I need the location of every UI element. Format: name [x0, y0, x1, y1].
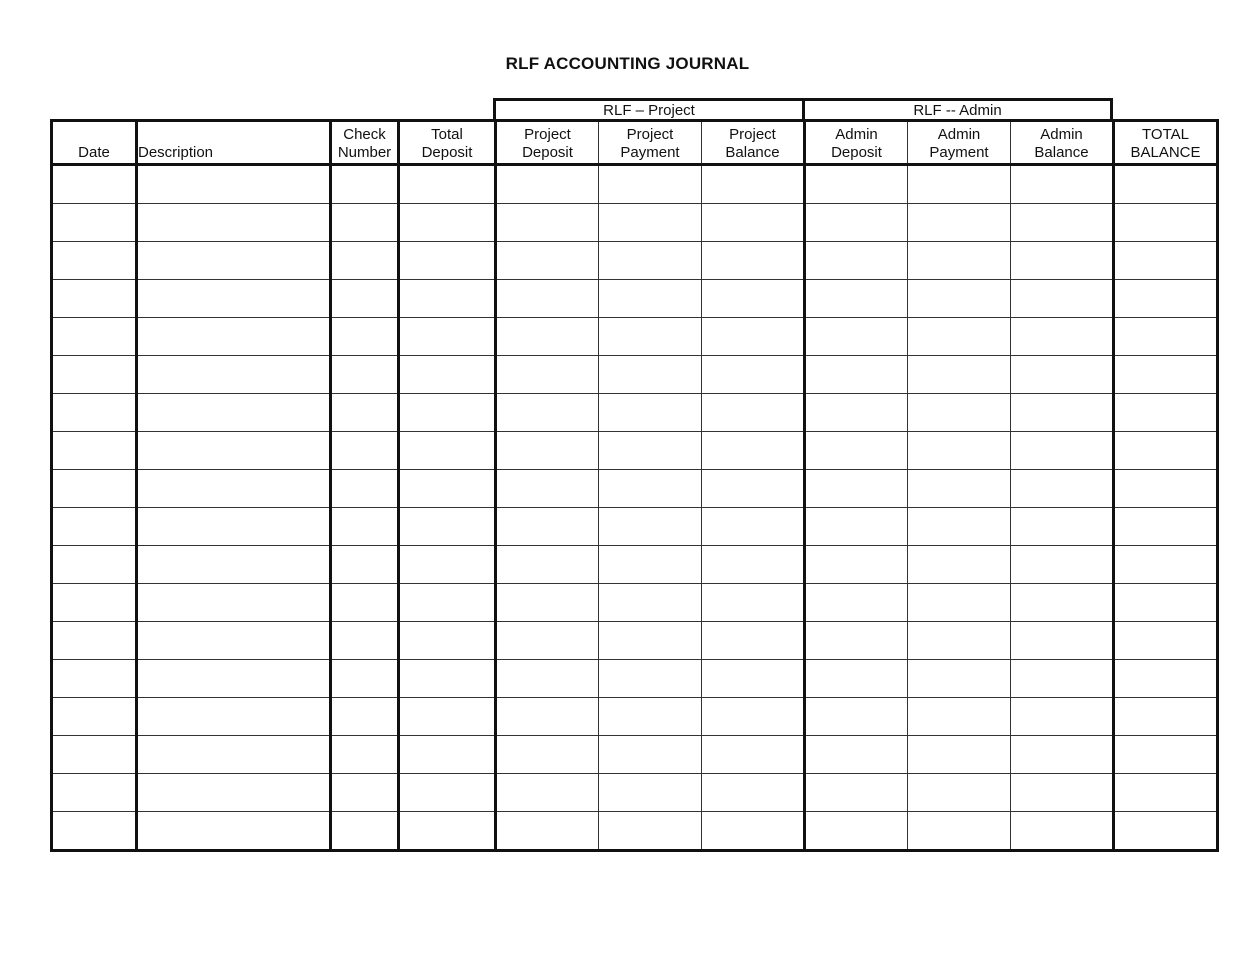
journal-cell[interactable]	[331, 812, 399, 851]
group-header-project: RLF – Project	[493, 98, 805, 120]
journal-cell[interactable]	[496, 394, 599, 432]
journal-cell[interactable]	[331, 660, 399, 698]
journal-cell[interactable]	[599, 280, 702, 318]
journal-cell[interactable]	[1011, 204, 1114, 242]
journal-cell[interactable]	[331, 622, 399, 660]
journal-cell[interactable]	[599, 546, 702, 584]
journal-cell[interactable]	[908, 660, 1011, 698]
journal-cell[interactable]	[599, 812, 702, 851]
journal-cell[interactable]	[399, 470, 496, 508]
table-row	[52, 698, 1218, 736]
journal-cell[interactable]	[137, 698, 331, 736]
journal-cell[interactable]	[331, 204, 399, 242]
journal-cell[interactable]	[702, 432, 805, 470]
journal-cell[interactable]	[496, 204, 599, 242]
journal-cell[interactable]	[331, 508, 399, 546]
journal-cell[interactable]	[52, 432, 137, 470]
journal-cell[interactable]	[52, 546, 137, 584]
journal-cell[interactable]	[52, 242, 137, 280]
journal-cell[interactable]	[805, 546, 908, 584]
journal-cell[interactable]	[331, 318, 399, 356]
journal-cell[interactable]	[137, 204, 331, 242]
journal-cell[interactable]	[599, 394, 702, 432]
journal-cell[interactable]	[399, 432, 496, 470]
journal-cell[interactable]	[1114, 546, 1218, 584]
journal-cell[interactable]	[1114, 660, 1218, 698]
col-header-admin-balance	[1011, 121, 1114, 165]
journal-cell[interactable]	[805, 204, 908, 242]
journal-cell[interactable]	[908, 470, 1011, 508]
journal-cell[interactable]	[702, 470, 805, 508]
journal-cell[interactable]	[599, 165, 702, 204]
journal-cell[interactable]	[1011, 660, 1114, 698]
col-header-line2: Deposit	[831, 144, 882, 161]
journal-cell[interactable]	[399, 698, 496, 736]
journal-cell[interactable]	[599, 584, 702, 622]
journal-cell[interactable]	[702, 204, 805, 242]
journal-cell[interactable]	[137, 242, 331, 280]
journal-cell[interactable]	[52, 470, 137, 508]
journal-cell[interactable]	[52, 812, 137, 851]
journal-cell[interactable]	[599, 660, 702, 698]
journal-cell[interactable]	[496, 242, 599, 280]
table-row	[52, 165, 1218, 204]
journal-cell[interactable]	[805, 356, 908, 394]
journal-cell[interactable]	[137, 356, 331, 394]
journal-cell[interactable]	[137, 774, 331, 812]
journal-cell[interactable]	[908, 812, 1011, 851]
journal-cell[interactable]	[599, 242, 702, 280]
journal-body	[52, 165, 1218, 851]
journal-cell[interactable]	[805, 660, 908, 698]
table-row	[52, 470, 1218, 508]
journal-cell[interactable]	[1114, 394, 1218, 432]
journal-cell[interactable]	[331, 165, 399, 204]
journal-cell[interactable]	[599, 318, 702, 356]
col-header-project-payment	[599, 121, 702, 165]
journal-cell[interactable]	[52, 660, 137, 698]
journal-cell[interactable]	[599, 622, 702, 660]
table-row	[52, 242, 1218, 280]
table-row	[52, 660, 1218, 698]
journal-cell[interactable]	[399, 584, 496, 622]
journal-cell[interactable]	[908, 394, 1011, 432]
page-title: RLF ACCOUNTING JOURNAL	[505, 54, 750, 73]
journal-cell[interactable]	[1011, 622, 1114, 660]
journal-cell[interactable]	[1011, 774, 1114, 812]
journal-cell[interactable]	[599, 774, 702, 812]
journal-cell[interactable]	[702, 736, 805, 774]
journal-cell[interactable]	[702, 584, 805, 622]
col-header-total-balance	[1114, 121, 1218, 165]
journal-cell[interactable]	[908, 736, 1011, 774]
journal-cell[interactable]	[1114, 242, 1218, 280]
journal-cell[interactable]	[1011, 584, 1114, 622]
journal-cell[interactable]	[1114, 432, 1218, 470]
journal-cell[interactable]	[399, 356, 496, 394]
journal-cell[interactable]	[908, 584, 1011, 622]
table-row	[52, 546, 1218, 584]
col-header-project-deposit	[496, 121, 599, 165]
col-header-line2: Balance	[725, 144, 780, 161]
col-header-admin-deposit	[805, 121, 908, 165]
journal-cell[interactable]	[1011, 698, 1114, 736]
journal-cell[interactable]	[137, 508, 331, 546]
journal-cell[interactable]	[1011, 356, 1114, 394]
journal-cell[interactable]	[1011, 736, 1114, 774]
col-header-date	[52, 121, 137, 165]
journal-cell[interactable]	[805, 812, 908, 851]
journal-cell[interactable]	[496, 698, 599, 736]
journal-cell[interactable]	[1114, 280, 1218, 318]
journal-cell[interactable]	[908, 546, 1011, 584]
journal-cell[interactable]	[496, 318, 599, 356]
col-header-line1: Project	[626, 126, 674, 143]
journal-cell[interactable]	[399, 165, 496, 204]
journal-cell[interactable]	[702, 622, 805, 660]
journal-cell[interactable]	[599, 356, 702, 394]
col-header-line1: Project	[729, 126, 776, 143]
journal-cell[interactable]	[805, 736, 908, 774]
journal-cell[interactable]	[137, 736, 331, 774]
journal-cell[interactable]	[1011, 394, 1114, 432]
journal-cell[interactable]	[1114, 318, 1218, 356]
journal-cell[interactable]	[52, 508, 137, 546]
journal-cell[interactable]	[908, 774, 1011, 812]
col-header-line2: Balance	[1034, 144, 1089, 161]
journal-cell[interactable]	[805, 698, 908, 736]
journal-cell[interactable]	[52, 622, 137, 660]
col-header-line1: Admin	[835, 126, 878, 143]
journal-cell[interactable]	[52, 698, 137, 736]
journal-cell[interactable]	[331, 698, 399, 736]
journal-cell[interactable]	[702, 812, 805, 851]
col-header-line2: Deposit	[421, 144, 473, 161]
journal-cell[interactable]	[399, 774, 496, 812]
journal-cell[interactable]	[1114, 356, 1218, 394]
journal-cell[interactable]	[805, 280, 908, 318]
col-header-check-number	[331, 121, 399, 165]
col-header-line1: Project	[524, 126, 571, 143]
journal-cell[interactable]	[805, 394, 908, 432]
journal-cell[interactable]	[137, 584, 331, 622]
journal-cell[interactable]	[496, 280, 599, 318]
journal-cell[interactable]	[496, 470, 599, 508]
journal-cell[interactable]	[399, 622, 496, 660]
journal-cell[interactable]	[137, 280, 331, 318]
journal-cell[interactable]	[599, 204, 702, 242]
journal-cell[interactable]	[52, 584, 137, 622]
journal-cell[interactable]	[599, 736, 702, 774]
journal-cell[interactable]	[496, 546, 599, 584]
journal-cell[interactable]	[702, 394, 805, 432]
col-header-line1: Total	[431, 126, 463, 143]
journal-cell[interactable]	[137, 432, 331, 470]
journal-cell[interactable]	[1114, 584, 1218, 622]
journal-cell[interactable]	[496, 508, 599, 546]
journal-cell[interactable]	[805, 165, 908, 204]
journal-cell[interactable]	[331, 242, 399, 280]
journal-cell[interactable]	[399, 394, 496, 432]
table-row	[52, 318, 1218, 356]
journal-cell[interactable]	[496, 584, 599, 622]
journal-cell[interactable]	[496, 736, 599, 774]
journal-cell[interactable]	[399, 508, 496, 546]
journal-cell[interactable]	[805, 242, 908, 280]
journal-cell[interactable]	[702, 546, 805, 584]
col-header-line1: Check	[343, 126, 386, 143]
journal-cell[interactable]	[399, 204, 496, 242]
journal-cell[interactable]	[137, 165, 331, 204]
journal-cell[interactable]	[908, 508, 1011, 546]
journal-cell[interactable]	[331, 356, 399, 394]
col-header-description	[137, 121, 331, 165]
table-row	[52, 774, 1218, 812]
journal-cell[interactable]	[399, 280, 496, 318]
col-header-line1: Admin	[937, 126, 981, 143]
journal-cell[interactable]	[331, 432, 399, 470]
journal-cell[interactable]	[137, 318, 331, 356]
journal-cell[interactable]	[496, 812, 599, 851]
journal-cell[interactable]	[1011, 470, 1114, 508]
journal-cell[interactable]	[908, 698, 1011, 736]
journal-cell[interactable]	[1114, 774, 1218, 812]
table-row	[52, 280, 1218, 318]
journal-cell[interactable]	[496, 660, 599, 698]
header-row	[52, 121, 1218, 165]
journal-cell[interactable]	[137, 660, 331, 698]
journal-cell[interactable]	[137, 470, 331, 508]
journal-cell[interactable]	[908, 204, 1011, 242]
journal-cell[interactable]	[805, 774, 908, 812]
journal-cell[interactable]	[1011, 280, 1114, 318]
group-header-admin: RLF -- Admin	[802, 98, 1113, 120]
table-row	[52, 204, 1218, 242]
journal-cell[interactable]	[331, 736, 399, 774]
journal-cell[interactable]	[908, 165, 1011, 204]
journal-cell[interactable]	[805, 508, 908, 546]
journal-cell[interactable]	[702, 508, 805, 546]
journal-cell[interactable]	[908, 280, 1011, 318]
journal-cell[interactable]	[599, 698, 702, 736]
journal-cell[interactable]	[908, 622, 1011, 660]
journal-cell[interactable]	[331, 584, 399, 622]
table-row	[52, 432, 1218, 470]
journal-cell[interactable]	[399, 660, 496, 698]
journal-cell[interactable]	[1114, 736, 1218, 774]
journal-cell[interactable]	[1114, 470, 1218, 508]
journal-cell[interactable]	[1011, 318, 1114, 356]
journal-cell[interactable]	[908, 356, 1011, 394]
journal-cell[interactable]	[331, 280, 399, 318]
table-row	[52, 508, 1218, 546]
journal-cell[interactable]	[702, 698, 805, 736]
journal-cell[interactable]	[1114, 165, 1218, 204]
journal-cell[interactable]	[908, 432, 1011, 470]
col-header-line2: Description	[138, 144, 214, 161]
journal-cell[interactable]	[137, 546, 331, 584]
journal-cell[interactable]	[496, 774, 599, 812]
journal-cell[interactable]	[52, 736, 137, 774]
col-header-total-deposit	[399, 121, 496, 165]
journal-cell[interactable]	[52, 318, 137, 356]
journal-cell[interactable]	[1011, 508, 1114, 546]
journal-cell[interactable]	[702, 242, 805, 280]
col-header-line1: TOTAL	[1142, 126, 1189, 143]
journal-cell[interactable]	[331, 394, 399, 432]
journal-cell[interactable]	[496, 356, 599, 394]
col-header-line2: Date	[78, 144, 110, 161]
journal-cell[interactable]	[805, 432, 908, 470]
journal-cell[interactable]	[1114, 622, 1218, 660]
journal-cell[interactable]	[496, 165, 599, 204]
journal-cell[interactable]	[496, 622, 599, 660]
journal-cell[interactable]	[399, 736, 496, 774]
journal-cell[interactable]	[137, 622, 331, 660]
journal-cell[interactable]	[1114, 698, 1218, 736]
journal-cell[interactable]	[52, 165, 137, 204]
journal-cell[interactable]	[702, 318, 805, 356]
journal-cell[interactable]	[399, 812, 496, 851]
journal-cell[interactable]	[599, 508, 702, 546]
journal-cell[interactable]	[52, 356, 137, 394]
journal-cell[interactable]	[599, 470, 702, 508]
journal-cell[interactable]	[52, 204, 137, 242]
col-header-line2: BALANCE	[1130, 144, 1201, 161]
journal-cell[interactable]	[399, 318, 496, 356]
journal-cell[interactable]	[331, 774, 399, 812]
journal-cell[interactable]	[1011, 165, 1114, 204]
table-row	[52, 356, 1218, 394]
col-header-line1: Admin	[1040, 126, 1083, 143]
col-header-line2: Number	[337, 144, 392, 161]
table-row	[52, 622, 1218, 660]
journal-cell[interactable]	[52, 280, 137, 318]
journal-cell[interactable]	[52, 774, 137, 812]
journal-cell[interactable]	[805, 470, 908, 508]
journal-cell[interactable]	[805, 584, 908, 622]
table-row	[52, 584, 1218, 622]
journal-cell[interactable]	[702, 660, 805, 698]
journal-table	[50, 119, 1219, 852]
journal-cell[interactable]	[1011, 546, 1114, 584]
col-header-admin-payment	[908, 121, 1011, 165]
col-header-project-balance	[702, 121, 805, 165]
journal-cell[interactable]	[1114, 508, 1218, 546]
journal-cell[interactable]	[331, 546, 399, 584]
journal-cell[interactable]	[805, 318, 908, 356]
journal-cell[interactable]	[137, 812, 331, 851]
journal-cell[interactable]	[702, 774, 805, 812]
journal-cell[interactable]	[702, 356, 805, 394]
journal-cell[interactable]	[331, 470, 399, 508]
journal-cell[interactable]	[908, 318, 1011, 356]
journal-cell[interactable]	[399, 546, 496, 584]
journal-cell[interactable]	[137, 394, 331, 432]
journal-cell[interactable]	[599, 432, 702, 470]
journal-cell[interactable]	[1011, 432, 1114, 470]
col-header-line2: Payment	[929, 144, 989, 161]
journal-cell[interactable]	[805, 622, 908, 660]
table-row	[52, 736, 1218, 774]
table-row	[52, 394, 1218, 432]
journal-cell[interactable]	[702, 165, 805, 204]
col-header-line2: Payment	[620, 144, 680, 161]
journal-cell[interactable]	[1011, 812, 1114, 851]
journal-cell[interactable]	[1011, 242, 1114, 280]
journal-cell[interactable]	[496, 432, 599, 470]
table-row	[52, 812, 1218, 851]
journal-cell[interactable]	[702, 280, 805, 318]
journal-cell[interactable]	[399, 242, 496, 280]
col-header-line2: Deposit	[522, 144, 573, 161]
journal-cell[interactable]	[1114, 812, 1218, 851]
journal-cell[interactable]	[52, 394, 137, 432]
journal-cell[interactable]	[1114, 204, 1218, 242]
journal-cell[interactable]	[908, 242, 1011, 280]
